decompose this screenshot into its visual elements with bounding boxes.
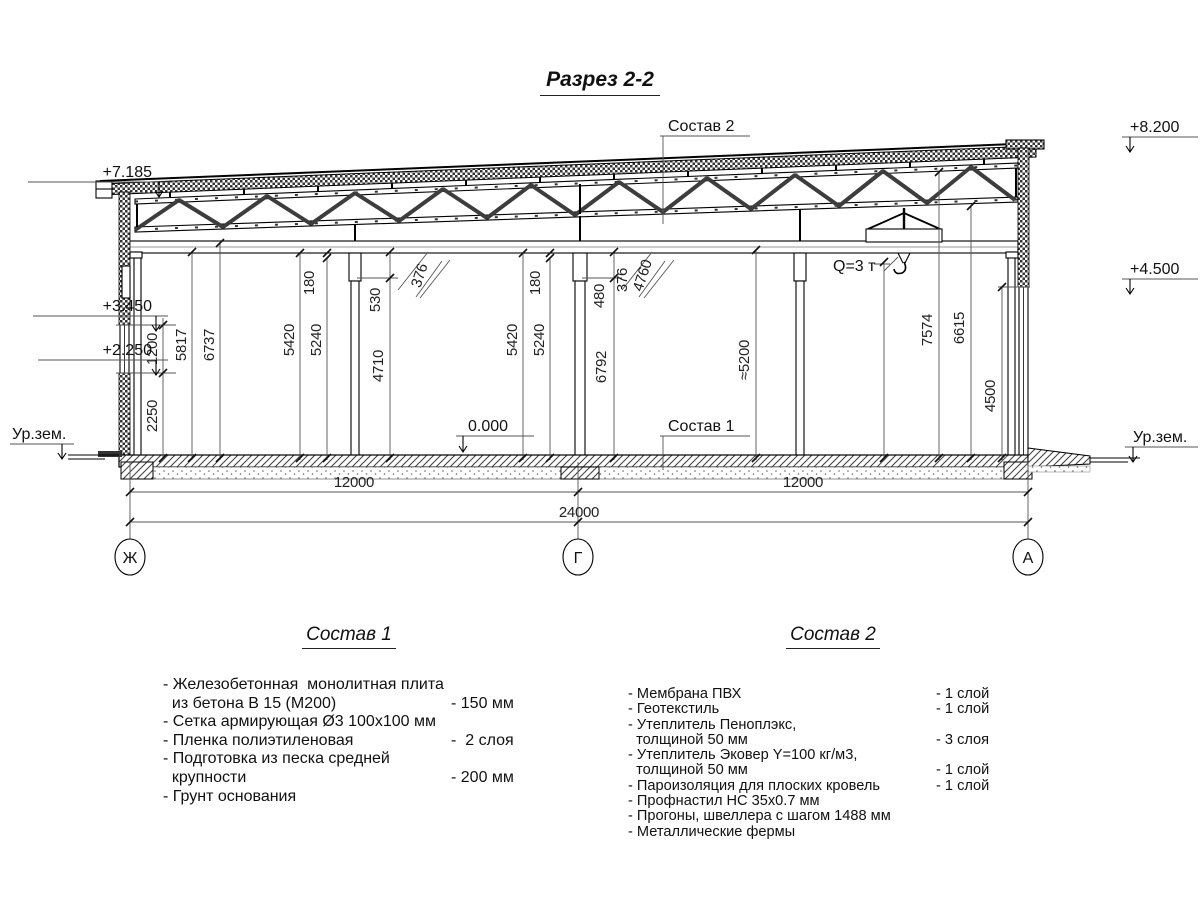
dim-label: 24000 bbox=[558, 504, 600, 521]
column3-cap bbox=[794, 253, 806, 281]
elevation-mark: +7.185 bbox=[102, 164, 152, 181]
center-foundation bbox=[561, 467, 599, 479]
list-item bbox=[628, 779, 1008, 794]
layer-text: - Пленка полиэтиленовая bbox=[163, 731, 354, 749]
list-item bbox=[163, 769, 535, 788]
dim-label: 5420 bbox=[504, 323, 521, 357]
list-item bbox=[628, 702, 1008, 717]
list-item bbox=[163, 788, 535, 807]
axis-bubbles bbox=[115, 539, 1043, 575]
left-wall-fixture bbox=[122, 266, 130, 298]
column1-shaft bbox=[351, 281, 359, 459]
layer-text: - Железобетонная монолитная плита bbox=[163, 676, 444, 693]
composition1-callout: Состав 1 bbox=[668, 418, 735, 435]
list-item bbox=[163, 713, 535, 732]
dim-label: 5240 bbox=[531, 323, 548, 357]
layer-text: - Утеплитель Эковер Y=100 кг/м3, bbox=[628, 747, 858, 764]
dim-label: 4710 bbox=[370, 349, 387, 383]
dim-label: 12000 bbox=[333, 474, 375, 491]
dim-label: 6615 bbox=[951, 311, 968, 345]
layer-value: - 1 слой bbox=[936, 701, 990, 718]
right-wall-upper-panel bbox=[1018, 148, 1029, 287]
composition2-title bbox=[643, 624, 1023, 649]
concrete-slab bbox=[119, 455, 1028, 467]
list-item bbox=[628, 748, 1008, 763]
layer-value bbox=[936, 825, 1008, 840]
layer-value bbox=[451, 676, 535, 695]
elevation-mark: +8.200 bbox=[1130, 119, 1180, 136]
composition1-title bbox=[163, 624, 535, 649]
dim-label: 1200 bbox=[144, 332, 161, 366]
list-item bbox=[163, 750, 535, 769]
dim-label: 6737 bbox=[201, 328, 218, 362]
page-title bbox=[450, 68, 750, 96]
left-beam-bracket bbox=[130, 252, 142, 258]
dim-label: 5817 bbox=[173, 328, 190, 362]
layer-text: - Пароизоляция для плоских кровель bbox=[628, 777, 880, 794]
dim-label: 4500 bbox=[982, 379, 999, 413]
layer-text: - Профнастил НС 35х0.7 мм bbox=[628, 793, 820, 810]
elevation-mark: +3.450 bbox=[102, 298, 152, 315]
composition2-list bbox=[628, 687, 1008, 840]
ramp-base bbox=[1028, 466, 1090, 472]
dim-label: 7574 bbox=[919, 313, 936, 347]
dim-label: 180 bbox=[527, 270, 544, 296]
layer-text: - Металлические фермы bbox=[628, 823, 796, 840]
ground-level-label: Ур.зем. bbox=[1133, 429, 1188, 446]
elevation-mark: +2.250 bbox=[102, 342, 152, 359]
composition2-callout: Состав 2 bbox=[668, 118, 735, 135]
layer-value bbox=[451, 788, 535, 807]
layer-value: - 150 мм bbox=[451, 694, 514, 712]
column1-cap bbox=[349, 253, 361, 281]
list-item bbox=[628, 687, 1008, 702]
composition1-title-text: Состав 1 bbox=[302, 624, 396, 649]
dim-label: 480 bbox=[591, 283, 608, 309]
hook-cable bbox=[898, 253, 910, 263]
layer-text: - Прогоны, швеллера с шагом 1488 мм bbox=[628, 808, 891, 825]
layer-value bbox=[451, 713, 535, 732]
dim-label: 5240 bbox=[308, 323, 325, 357]
layer-value: - 2 слоя bbox=[451, 731, 514, 749]
dim-label: 180 bbox=[301, 270, 318, 296]
left-wall-lower-panel bbox=[119, 373, 130, 458]
axis-label: Ж bbox=[122, 550, 138, 567]
dim-label: 5420 bbox=[281, 323, 298, 357]
layer-text: - Утеплитель Пеноплэкс, bbox=[628, 716, 797, 733]
floor-level-mark: 0.000 bbox=[468, 418, 509, 435]
layer-value: - 1 слой bbox=[936, 777, 990, 794]
layer-text: толщиной 50 мм bbox=[628, 762, 748, 779]
floor-slab bbox=[68, 448, 1140, 479]
list-item bbox=[628, 794, 1008, 809]
drawing-title-text: Разрез 2-2 bbox=[540, 68, 660, 96]
layer-text: - Подготовка из песка средней bbox=[163, 750, 390, 768]
layer-text: толщиной 50 мм bbox=[628, 731, 748, 748]
layer-value: - 1 слой bbox=[936, 762, 990, 779]
layer-value: - 200 мм bbox=[451, 768, 514, 786]
layer-text: - Геотекстиль bbox=[628, 701, 720, 718]
dim-label: 376 bbox=[407, 261, 432, 290]
dim-label: 12000 bbox=[782, 474, 824, 491]
list-item bbox=[628, 733, 1008, 748]
dim-label: 2250 bbox=[144, 399, 161, 433]
axis-label: Г bbox=[573, 550, 583, 567]
crane-hoist bbox=[866, 208, 942, 274]
layer-text: - Мембрана ПВХ bbox=[628, 686, 742, 702]
dim-label: 6792 bbox=[593, 350, 610, 384]
crane-hook bbox=[894, 262, 906, 274]
layer-value bbox=[936, 794, 1008, 809]
extension-lines bbox=[116, 252, 1030, 540]
dim-label: 4760 bbox=[629, 257, 656, 294]
layer-value bbox=[936, 809, 1008, 824]
column3-shaft bbox=[796, 281, 804, 459]
layer-text: - Сетка армирующая Ø3 100х100 мм bbox=[163, 713, 436, 731]
layer-value: - 1 слой bbox=[936, 686, 990, 702]
layer-text: из бетона В 15 (М200) bbox=[163, 694, 337, 712]
layer-value bbox=[936, 718, 1008, 733]
column-g-shaft bbox=[575, 281, 585, 459]
layer-value bbox=[936, 748, 1008, 763]
list-item bbox=[628, 825, 1008, 840]
ramp bbox=[1028, 448, 1090, 467]
hoist-trolley bbox=[866, 229, 942, 242]
list-item bbox=[628, 718, 1008, 733]
layer-value bbox=[451, 750, 535, 769]
list-item bbox=[163, 732, 535, 751]
layer-value: - 3 слоя bbox=[936, 731, 990, 748]
column-g-cap bbox=[573, 253, 587, 281]
axis-label: А bbox=[1022, 550, 1034, 567]
right-beam-bracket bbox=[1006, 252, 1018, 258]
right-wall-column bbox=[1008, 252, 1015, 458]
left-apron bbox=[98, 451, 122, 457]
dim-label: 376 bbox=[614, 267, 631, 293]
crane-capacity-label: Q=3 т bbox=[833, 258, 876, 275]
elevation-mark: +4.500 bbox=[1130, 261, 1180, 278]
list-item bbox=[163, 695, 535, 714]
list-item bbox=[628, 809, 1008, 824]
layer-text: - Грунт основания bbox=[163, 787, 297, 805]
runway-beam bbox=[122, 241, 1018, 253]
composition2-title-text: Состав 2 bbox=[786, 624, 880, 649]
list-item bbox=[163, 676, 535, 695]
dim-label: 530 bbox=[367, 287, 384, 313]
dim-label: ≈5200 bbox=[736, 339, 753, 381]
list-item bbox=[628, 763, 1008, 778]
layer-text: крупности bbox=[163, 768, 247, 786]
left-foundation bbox=[121, 462, 153, 479]
composition1-list bbox=[163, 676, 535, 806]
ground-level-label: Ур.зем. bbox=[12, 426, 67, 443]
